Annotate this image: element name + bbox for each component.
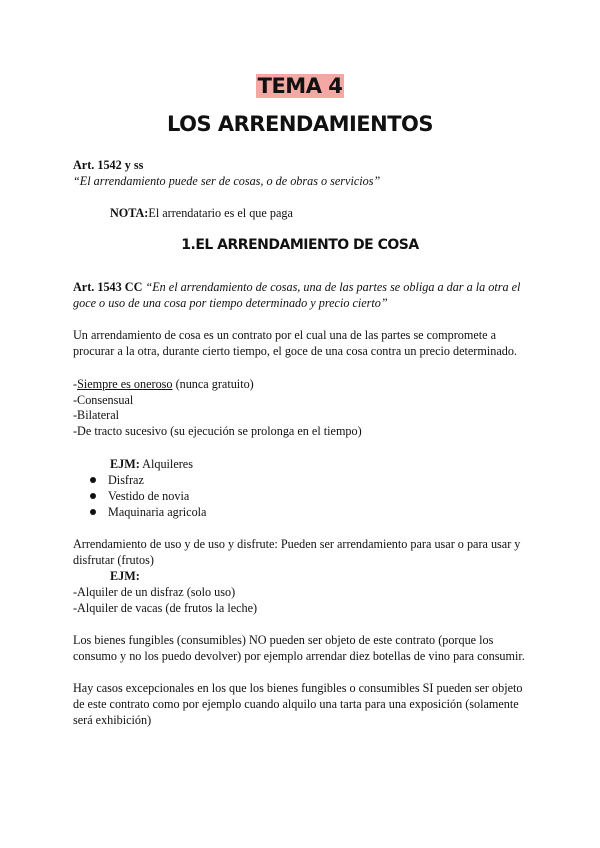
ejm1-label: EJM: [110,457,140,471]
main-title: LOS ARRENDAMIENTOS [166,112,434,136]
ejm2-item-1: -Alquiler de un disfraz (solo uso) [73,585,236,599]
excepcion-line-3: será exhibición) [73,713,152,727]
nota-text: El arrendatario es el que paga [148,206,293,220]
section-title: 1.EL ARRENDAMIENTO DE COSA [181,237,419,253]
section-article-line [73,279,520,295]
uso-line-2: disfrutar (frutos) [73,553,154,567]
list-item: Maquinaria agricola [90,504,206,520]
list-item: Disfraz [90,472,144,488]
section-quote-2: goce o uso de una cosa por tiempo determinado y precio cierto” [73,296,388,310]
bullet-icon [90,509,96,515]
fungibles-line-1: Los bienes fungibles (consumibles) NO pueden ser objeto de este contrato (porque los [73,633,494,647]
section-article: Art. 1543 CC [73,280,143,294]
nota-label: NOTA: [110,206,149,220]
excepcion-line-2: de este contrato como por ejemplo cuando alquilo una tarta para una exposición (solamente [73,697,519,711]
ejm2-item-2: -Alquiler de vacas (de frutos la leche) [73,601,258,615]
intro-quote: “El arrendamiento puede ser de cosas, o de obras o servicios” [73,174,381,188]
trait-consensual: -Consensual [73,393,134,407]
bullet-icon [90,477,96,483]
ejm2-label: EJM: [110,569,140,583]
nota [110,205,293,221]
trait-bilateral: -Bilateral [73,408,120,422]
list-item: Vestido de novia [90,488,189,504]
ejm1: EJM: Alquileres [110,457,193,471]
oneroso-underlined: Siempre es oneroso [77,377,173,391]
intro-article: Art. 1542 y ss [73,158,144,172]
fungibles-line-2: consumo y no los puedo devolver) por ejemplo arrendar diez botellas de vino para consumir. [73,649,525,663]
trait-tracto: -De tracto sucesivo (su ejecución se prolonga en el tiempo) [73,424,362,438]
excepcion-line-1: Hay casos excepcionales en los que los bienes fungibles o consumibles SI pueden ser objeto [73,681,523,695]
tema-heading [0,74,600,98]
definition-line-1: Un arrendamiento de cosa es un contrato por el cual una de las partes se compromete a [73,328,497,342]
uso-line-1: Arrendamiento de uso y de uso y disfrute: Pueden ser arrendamiento para usar o para usar y [73,537,521,551]
tema-highlight: TEMA 4 [257,74,343,98]
bullet-icon [90,493,96,499]
trait-oneroso: -Siempre es oneroso (nunca gratuito) [73,377,254,391]
definition-line-2: procurar a la otra, durante cierto tiempo, el goce de una cosa contra un precio determinado. [73,344,517,358]
section-quote-1: “En el arrendamiento de cosas, una de las partes se obliga a dar a la otra el [145,280,521,294]
